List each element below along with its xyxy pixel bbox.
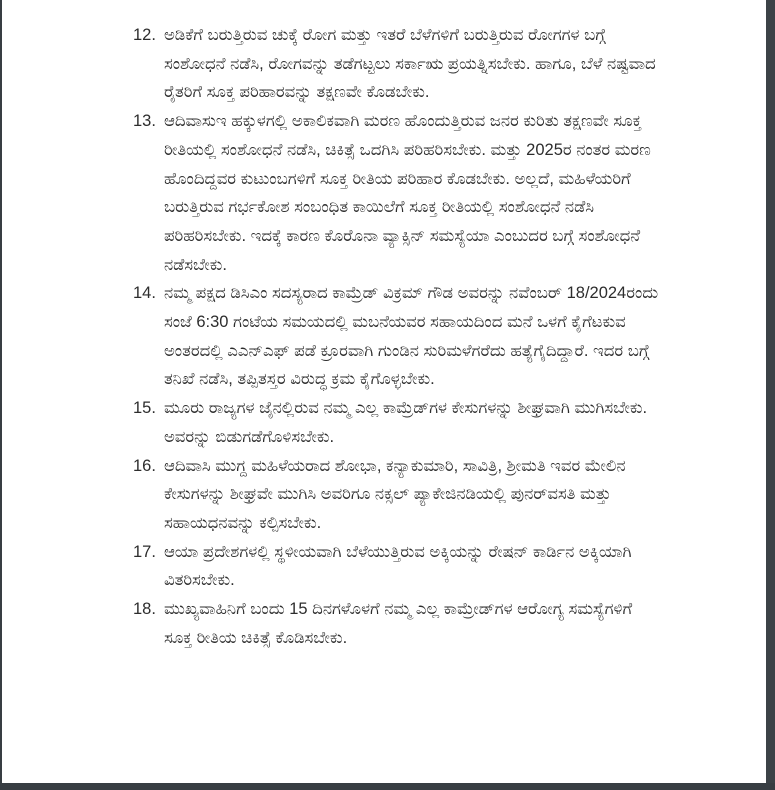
viewer-bottom-edge	[0, 783, 775, 790]
list-item-number: 18.	[133, 600, 156, 619]
list-item	[0, 279, 766, 394]
list-item-number: 15.	[133, 399, 156, 418]
list-item-number: 16.	[133, 456, 156, 475]
viewer-right-edge	[766, 0, 775, 790]
list-item-text: ಮುಖ್ಯವಾಹಿನಿಗೆ ಬಂದು 15 ದಿನಗಳೊಳಗೆ ನಮ್ಮ ಎಲ್ಲ ಕಾಮ್ರೇಡ್‌ಗಳ ಆರೋಗ್ಯ ಸಮಸ್ಯೆಗಳಿಗೆ ಸೂಕ್ತ ರೀತಿಯ ಚಿಕಿತ್ಸೆ ಕೊಡಿಸಬೇಕು.	[163, 600, 633, 647]
list-item-number: 13.	[133, 112, 156, 131]
list-item	[0, 21, 766, 107]
viewer-left-edge	[0, 0, 2, 790]
list-item	[0, 538, 766, 595]
list-item-text: ಅಡಿಕೆಗೆ ಬರುತ್ತಿರುವ ಚುಕ್ಕೆ ರೋಗ ಮತ್ತು ಇತರೆ ಬೆಳೆಗಳಿಗೆ ಬರುತ್ತಿರುವ ರೋಗಗಳ ಬಗ್ಗೆ ಸಂಶೋಧನೆ ನಡೆಸಿ, ರೋಗವನ್ನು ತಡೆಗಟ್ಟಲು ಸರ್ಕಾಋ ಪ್ರಯತ್ನಿಸಬೇಕು. ಹಾಗೂ, ಬೆಳೆ ನಷ್ಟವಾದ ರೈತರಿಗೆ ಸೂಕ್ತ ಪರಿಹಾರವನ್ನು ತಕ್ಷಣವೇ ಕೊಡಬೇಕು.	[163, 26, 656, 102]
list-item-text: ನಮ್ಮ ಪಕ್ಷದ ಡಿಸಿಎಂ ಸದಸ್ಯರಾದ ಕಾಮ್ರೆಡ್ ವಿಕ್ರಮ್ ಗೌಡ ಅವರನ್ನು ನವೆಂಬರ್ 18/2024ರಂದು ಸಂಜೆ 6:30 ಗಂಟೆಯ ಸಮಯದಲ್ಲಿ ಮಬನೆಯವರ ಸಹಾಯದಿಂದ ಮನೆ ಒಳಗೆ ಕೈಗೆಟಕುವ ಅಂತರದಲ್ಲಿ ಎಎನ್‌ಎಫ್ ಪಡೆ ಕ್ರೂರವಾಗಿ ಗುಂಡಿನ ಸುರಿಮಳೆಗರೆದು ಹತ್ಯೆಗೈದಿದ್ದಾರೆ. ಇದರ ಬಗ್ಗೆ ತನಿಖೆ ನಡೆಸಿ, ತಪ್ಪಿತಸ್ತರ ವಿರುದ್ಧ ಕ್ರಮ ಕೈಗೊಳ್ಳಬೇಕು.	[163, 284, 659, 389]
list-item	[0, 394, 766, 451]
list-item	[0, 107, 766, 279]
list-item-text: ಆಯಾ ಪ್ರದೇಶಗಳಲ್ಲಿ ಸ್ಥಳೀಯವಾಗಿ ಬೆಳೆಯುತ್ತಿರುವ ಅಕ್ಕಿಯನ್ನು ರೇಷನ್ ಕಾರ್ಡಿನ ಅಕ್ಕಿಯಾಗಿ ವಿತರಿಸಬೇಕು.	[163, 542, 632, 590]
list-item	[0, 595, 766, 652]
list-item-number: 17.	[133, 542, 156, 561]
list-item-number: 12.	[133, 26, 156, 44]
list-item	[0, 452, 766, 538]
numbered-list	[0, 21, 766, 652]
list-item-text: ಆದಿವಾಸುಇ ಹಕ್ಕುಳಗಲ್ಲಿ ಅಕಾಲಿಕವಾಗಿ ಮರಣ ಹೊಂದುತ್ತಿರುವ ಜನರ ಕುರಿತು ತಕ್ಷಣವೇ ಸೂಕ್ತ ರೀತಿಯಲ್ಲಿ ಸಂಶೋಧನೆ ನಡೆಸಿ, ಚಿಕಿತ್ಸೆ ಒದಗಿಸಿ ಪರಿಹರಿಸಬೇಕು. ಮತ್ತು 2025ರ ನಂತರ ಮರಣ ಹೊಂದಿದ್ದವರ ಕುಟುಂಬಗಳಿಗೆ ಸೂಕ್ತ ರೀತಿಯ ಪರಿಹಾರ ಕೊಡಬೇಕು. ಅಲ್ಲದೆ, ಮಹಿಳೆಯರಿಗೆ ಬರುತ್ತಿರುವ ಗರ್ಭಕೋಶ ಸಂಬಂಧಿತ ಕಾಯಿಲೆಗೆ ಸೂಕ್ತ ರೀತಿಯಲ್ಲಿ ಸಂಶೋಧನೆ ನಡೆಸಿ ಪರಿಹರಿಸಬೇಕು. ಇದಕ್ಕೆ ಕಾರಣ ಕೊರೊನಾ ವ್ಯಾಕ್ಸಿನ್ ಸಮಸ್ಯೆಯಾ ಎಂಬುದರ ಬಗ್ಗೆ ಸಂಶೋಧನೆ ನಡೆಸಬೇಕು.	[163, 112, 651, 274]
list-item-text: ಮೂರು ರಾಜ್ಯಗಳ ಜೈನಲ್ಲಿರುವ ನಮ್ಮ ಎಲ್ಲ ಕಾಮ್ರೆಡ್‌ಗಳ ಕೇಸುಗಳನ್ನು ಶೀಘ್ರವಾಗಿ ಮುಗಿಸಬೇಕು. ಅವರನ್ನು ಬಿಡುಗಡೆಗೊಳಿಸಬೇಕು.	[163, 399, 648, 446]
list-item-text: ಆದಿವಾಸಿ ಮುಗ್ದ ಮಹಿಳೆಯರಾದ ಶೋಭಾ, ಕನ್ಯಾಕುಮಾರಿ, ಸಾವಿತ್ರಿ, ಶ್ರೀಮತಿ ಇವರ ಮೇಲಿನ ಕೇಸುಗಳನ್ನು ಶೀಘ್ರವೇ ಮುಗಿಸಿ ಅವರಿಗೂ ನಕ್ಸಲ್ ಪ್ಯಾಕೇಜಿನಡಿಯಲ್ಲಿ ಪುನರ್‌ವಸತಿ ಮತ್ತು ಸಹಾಯಧನವನ್ನು ಕಲ್ಪಿಸಬೇಕು.	[163, 456, 626, 532]
list-item-number: 14.	[133, 284, 156, 303]
